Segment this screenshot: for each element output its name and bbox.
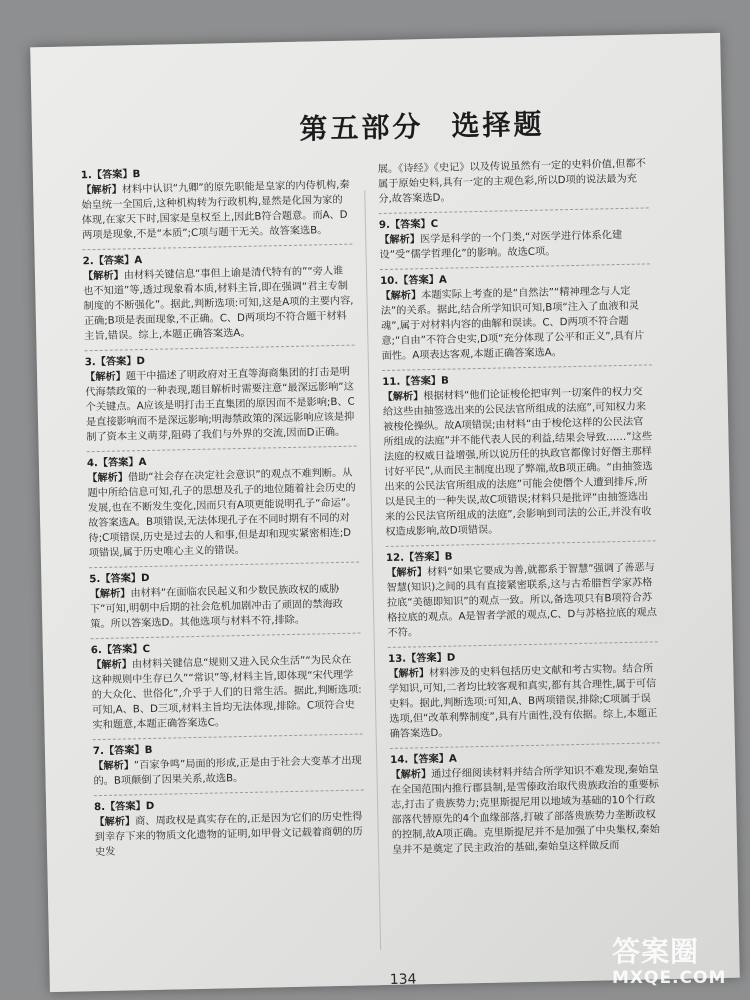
page-title-part: 第五部分	[299, 110, 424, 146]
analysis-label: 【解析】	[382, 391, 424, 404]
question-item	[379, 208, 650, 270]
page-title-part: 选择题	[451, 107, 545, 143]
answer-line: 1.【答案】B	[80, 169, 141, 182]
continued-text: 展。《诗经》《史记》以及传说虽然有一定的史料价值,但都不属于原始史料,具有一定的主观色彩,所以D项的说法最为充分,故答案选D。	[377, 158, 646, 206]
page-number: 134	[389, 971, 417, 989]
answer-line: 6.【答案】C	[90, 643, 151, 657]
watermark-url: MXQE.COM	[612, 968, 727, 988]
analysis-label: 【解析】	[82, 270, 124, 283]
question-item	[82, 245, 354, 352]
analysis-body: 材料“如果它要成为善,就都系于智慧”强调了善恶与智慧(知识)之间的具有直接紧密联系,这与古希腊哲学家苏格拉底“美德即知识”的观点一致。所以,备选项只有B项符合苏格拉底的观点。A是智者学派的观点,C、D与苏格拉底的观点不符。	[386, 562, 657, 639]
analysis-label: 【解析】	[386, 567, 428, 579]
answer-line: 2.【答案】A	[82, 255, 143, 268]
analysis-label: 【解析】	[390, 769, 432, 781]
analysis-text	[94, 810, 365, 861]
watermark-text: 答案圈	[612, 935, 700, 968]
analysis-body: 材料中认识“九卿”的原先职能是皇家的内侍机构,秦始皇统一全国后,这种机构转为行政机构,显然是化国为家的体现,在家天下时,国家是皇权至上,因此B符合题意。而A、D两项是现象,不是“本质”;C项与题干无关。故答案选B。	[81, 179, 350, 242]
analysis-text	[382, 384, 655, 540]
analysis-text	[386, 560, 658, 641]
analysis-label: 【解析】	[91, 659, 132, 672]
analysis-text	[87, 466, 359, 562]
analysis-label: 【解析】	[93, 760, 135, 773]
analysis-label: 【解析】	[84, 371, 126, 384]
analysis-text	[379, 227, 650, 263]
answer-line: 12.【答案】B	[385, 551, 453, 564]
question-item	[81, 159, 353, 251]
analysis-body: 由材料“在面临农民起义和少数民族政权的威胁下”可知,明朝中后期的社会危机加剧冲击了顽固的禁海政策。所以答案选D。其他选项与材料不符,排除。	[89, 583, 344, 631]
analysis-label: 【解析】	[89, 588, 131, 601]
analysis-text	[390, 762, 662, 858]
analysis-label: 【解析】	[380, 290, 422, 303]
answer-line: 13.【答案】D	[387, 652, 456, 665]
analysis-text	[85, 365, 357, 446]
answer-line: 4.【答案】A	[86, 456, 147, 470]
analysis-text	[83, 264, 355, 345]
analysis-body: 医学是科学的一个门类,“对医学进行体系化建设”受“儒学哲理化”的影响。故选C项。	[379, 229, 623, 262]
analysis-body: 题干中描述了明政府对王直等海商集团的打击是明代海禁政策的一种表现,题目解析时需要注意“最深远影响”这个关键点。A应该是明打击王直集团的原因而不是影响;B、C是直接影响而不是深远影响;明海禁政策的深远影响应该是抑制了资本主义萌芽,阻碍了我们与外界的交流,因而D正确。	[85, 366, 355, 444]
analysis-label: 【解析】	[81, 184, 123, 197]
answer-line: 11.【答案】B	[382, 375, 449, 389]
question-item	[91, 634, 363, 741]
analysis-label: 【解析】	[379, 234, 421, 247]
column-divider	[364, 190, 381, 950]
analysis-label: 【解析】	[388, 668, 430, 680]
analysis-text	[93, 754, 364, 790]
analysis-text	[81, 178, 352, 244]
analysis-body: 借助“社会存在决定社会意识”的观点不难判断。从题中所给信息可知,孔子的思想及孔子的地位随着社会历史的发展,也在不断发生变化,因而只有A项更能说明孔子“命运”。故答案选A。B项错误,无法体现孔子在不同时期有不同的对待;C项错误,历史是过去的人和事,但是却和现实紧密相连;D项错误,属于历史唯心主义的错误。	[87, 467, 357, 560]
answer-line: 10.【答案】A	[380, 274, 447, 288]
analysis-label: 【解析】	[87, 472, 129, 485]
question-item	[388, 642, 660, 749]
answer-line: 14.【答案】A	[390, 753, 457, 766]
analysis-body: 商、周政权是真实存在的,正是因为它们的历史性得到幸存下来的物质文化遗物的证明,如甲骨文记载着商朝的历史发	[94, 811, 363, 859]
question-item	[94, 791, 365, 867]
analysis-body: 由材料关键信息“规则又进入民众生活”“为民众在这种规则中生存已久”“常识”等,材料主旨,即体现“宋代理学的大众化、世俗化”,介乎于人们的日常生活。据此,判断选项:可知,A、B、D三项,材料主旨均无法体现,排除。C项符合史实和题意,本题正确答案选C。	[91, 654, 362, 732]
analysis-body: 由材料关键信息“事但上谕是清代特有的”“旁人谁也不知道”等,透过现象看本质,材料主旨,即在强调“君主专制制度的不断强化”。据此,判断选项:可知,这是A项的主要内容,正确;B项是表面现象,不正确。C、D两项均不符合题干材料主旨,错误。综上,本题正确答案选A。	[83, 265, 354, 343]
analysis-body: 本题实际上考查的是“自然法”“精神理念与人定法”的关系。据此,结合所学知识可知,B项“注入了血液和灵魂”,属于对材料内容的曲解和误读。C、D两项不符合题意;“自由”不符合史实,D项“充分体现了公平和正义”,具有片面性。A项表达客观,本题正确答案选A。	[380, 285, 645, 363]
question-item	[378, 152, 649, 214]
question-item	[93, 735, 364, 797]
analysis-text	[91, 653, 363, 734]
answer-line: 7.【答案】B	[92, 744, 153, 758]
question-item	[87, 447, 359, 569]
question-item	[382, 365, 656, 547]
page-title	[282, 102, 563, 148]
analysis-body: “百家争鸣”局面的形成,正是由于社会大变革才出现的。B项颠倒了因果关系,故选B。	[93, 755, 362, 788]
analysis-text	[380, 283, 652, 364]
analysis-text	[388, 661, 660, 742]
answer-page	[30, 33, 740, 992]
question-item	[390, 743, 662, 864]
answer-line: 9.【答案】C	[378, 218, 439, 232]
answer-line: 3.【答案】D	[84, 355, 146, 369]
left-column	[81, 159, 366, 867]
question-item	[85, 346, 357, 453]
question-item	[89, 563, 360, 640]
analysis-body: 材料涉及的史料包括历史文献和考古实物。结合所学知识,可知,二者均比较客观和真实,都有其合理性,属于可信史料。据此,判断选项:可知,A、B两项错误,排除;C项属于误选项,但“改革利弊制度”,具有片面性,没有依据。综上,本题正确答案选D。	[388, 663, 658, 740]
answer-line: 5.【答案】D	[89, 572, 150, 586]
question-item	[380, 264, 652, 371]
analysis-text	[89, 582, 360, 633]
analysis-body: 通过仔细阅读材料并结合所学知识不难发现,秦始皇在全国范围内推行郡县制,是雪傣政治取代贵族政治的重要标志,打击了贵族势力;克里斯提尼用以地域为基础的10个行政部落代替原先的4个血缘部落,打破了部落贵族势力垄断政权的控制,故A项正确。克里斯提尼并不是加强了中央集权,秦始皇并不是奠定了民主政治的基础,秦始皇这样做反而	[390, 764, 660, 856]
answer-line: 8.【答案】D	[94, 800, 155, 814]
question-item	[386, 541, 658, 648]
right-column	[378, 152, 663, 863]
watermark-logo	[612, 930, 737, 992]
analysis-body: 根据材料“他们论证梭伦把审判一切案件的权力交给这些由抽签选出来的公民法官所组成的法庭”,可知权力来被梭伦操纵。故A项错误;由材料“由于梭伦这样的公民法官所组成的法庭”并不能代表人民的利益,结果会导致……”这些法庭的权威日益增强,所以说历任的执政官都像讨好僭主那样讨好平民”,从而民主制度出现了弊端,故B项正确。“由抽签选出来的公民法官所组成的法庭”可能会使僭个人遭到排斥,所以是民主的一种失误,故C项错误;材料只是批评“由抽签选出来的公民法官所组成的法庭”,会影响到司法的公正,并没有收权造成影响,故D项错误。	[382, 386, 653, 538]
analysis-label: 【解析】	[94, 816, 136, 829]
